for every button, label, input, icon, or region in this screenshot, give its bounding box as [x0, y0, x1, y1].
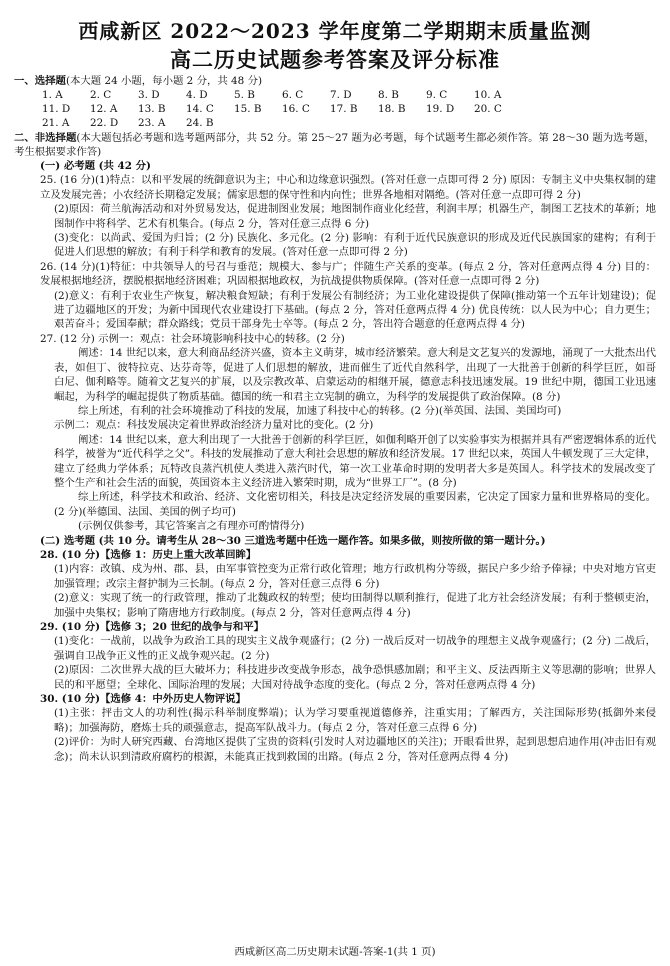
choice-answer: 1. A — [42, 89, 63, 101]
section-nonchoice-note: (本大题包括必考题和选考题两部分，共 52 分。第 25～27 题为必考题，每个试题考生都必须作答。第 28～30 题为选考题，考生根据要求作答) — [14, 132, 655, 158]
choice-answer: 8. B — [378, 89, 399, 101]
choice-answer: 21. A — [42, 117, 70, 129]
q30-part1: (1)主张：抨击文人的功利性(揭示科举制度弊端)；认为学习要重视道德修养，注重实用；了解西方，关注国际形势(抵御外来侵略)；加强海防，磨炼士兵的顽强意志，提高军队战斗力。(每点 2 分，答对任意三点得 6 分) — [54, 707, 656, 734]
q26-part2: (2)意义：有利于农业生产恢复，解决粮食短缺；有利于发展公有制经济；为工业化建设提供了保障(推动第一个五年计划建设)；促进了边疆地区的开发；为新中国现代农业建设打下基础。(每点 2 分，答对任意两点得 4 分) 优良传统：以人民为中心；自力更生；艰苦奋斗；爱国奉献；群众路线；党员干部身先士卒等。(每点 2 分，答出符合题意的任意两点得 4 分) — [54, 289, 656, 331]
q28-part2: (2)意义：实现了统一的行政管理，推动了北魏政权的转型；使均田制得以顺利推行，促进了北方社会经济发展；有利于整顿吏治，加强中央集权；影响了隋唐地方行政制度。(每点 2 分，答对任意两点得 4 分) — [54, 592, 656, 619]
q27-example1-body: 阐述：14 世纪以来，意大利商品经济兴盛，资本主义萌芽，城市经济繁荣。意大利是文艺复兴的发源地，涌现了一大批杰出代表，如但丁、彼特拉克、达芬奇等，促进了人们思想的解放，进而催生了近代自然科学，出现了一大批善于创新的科学巨匠，如哥白尼、伽利略等。随着文艺复兴的扩展，以及宗教改革、启蒙运动的相继开展，德意志科技迅速发展。19 世纪中期，德国工业迅速崛起，为科学的崛起提供了物质基础。德国的统一和君主立宪制的确立，为科学的发展提供了政治保障。(8 分) — [54, 347, 656, 403]
q27-note: (示例仅供参考，其它答案言之有理亦可酌情得分) — [78, 520, 305, 533]
required-heading: (一) 必考题 (共 42 分) — [40, 160, 151, 172]
choice-answer: 7. D — [330, 89, 352, 101]
q26-part1: 26. (14 分)(1)特征：中共领导人的号召与垂范；规模大、参与广；伴随生产关系的变革。(每点 2 分，答对任意两点得 4 分) 目的：发展根据地经济，摆脱根据地经济困难；巩固根据地政权，为抗战提供物质保障。(答对任意一点即可得 2 分) — [40, 260, 656, 288]
choice-answer: 5. B — [234, 89, 255, 101]
choice-answer: 17. B — [330, 103, 358, 115]
choice-answer: 20. C — [474, 103, 502, 115]
q27-example2-heading: 示例二：观点：科技发展决定着世界政治经济力量对比的变化。(2 分) — [54, 419, 374, 432]
q27-example2-summary: 综上所述，科学技术和政治、经济、文化密切相关，科技是决定经济发展的重要因素，它决定了国家力量和世界格局的变化。(2 分)(举德国、法国、美国的例子均可) — [54, 491, 656, 518]
section-choice-heading — [14, 74, 656, 88]
choice-answer: 14. C — [186, 103, 214, 115]
q25-part3: (3)变化：以尚武、爱国为归旨；(2 分) 民族化、多元化。(2 分) 影响：有利于近代民族意识的形成及近代民族国家的建构；有利于促进人们思想的解放；有利于科学和教育的发展。(答对任意一点即可得 2 分) — [54, 232, 656, 259]
choice-answer: 2. C — [90, 89, 112, 101]
q29-heading: 29. (10 分)【选修 3；20 世纪的战争与和平】 — [40, 621, 264, 633]
choice-answer: 9. C — [426, 89, 448, 101]
q28-heading: 28. (10 分)【选修 1：历史上重大改革回眸】 — [40, 548, 257, 561]
choice-answer: 15. B — [234, 103, 262, 115]
q27-example2-body: 阐述：14 世纪以来，意大利出现了一大批善于创新的科学巨匠，如伽利略开创了以实验事实为根据并具有严密逻辑体系的近代科学，被誉为“近代科学之父”。科技的发展推动了意大利社会思想的解放和经济发展。17 世纪以来，英国人牛顿发现了三大定律，建立了经典力学体系；瓦特改良蒸汽机使人类进入蒸汽时代，第一次工业革命时期的发明者大多是英国人。科学技术的发展改变了整个生产和社会生活的面貌，英国资本主义经济进入繁荣时期，成为“世界工厂”。(8 分) — [54, 433, 656, 489]
choice-answer: 4. D — [186, 89, 208, 101]
choice-answer: 3. D — [138, 89, 160, 101]
choice-answer: 13. B — [138, 103, 166, 115]
choice-answer: 16. C — [282, 103, 310, 115]
choice-answer: 12. A — [90, 103, 118, 115]
page-subtitle: 高二历史试题参考答案及评分标准 — [170, 47, 500, 72]
section-choice-note: (本大题 24 小题，每小题 2 分，共 48 分) — [65, 75, 263, 87]
choice-answer: 11. D — [42, 103, 71, 115]
section-nonchoice-title: 二、非选择题 — [14, 132, 77, 144]
choice-answer: 18. B — [378, 103, 406, 115]
choice-answers-grid — [14, 88, 656, 130]
choice-answer: 22. D — [90, 117, 119, 129]
q28-part1: (1)内容：改镇、戍为州、郡、县，由军事管控变为正常行政化管理；地方行政机构分等级，据民户多少给予俸禄；中央对地方官吏加强管理；改宗主督护制为三长制。(每点 2 分，答对任意三点得 6 分) — [54, 563, 656, 590]
page-footer: 西咸新区高二历史期末试题-答案-1(共 1 页) — [234, 946, 436, 958]
q27-example1-summary: 综上所述，有利的社会环境推动了科技的发展，加速了科技中心的转移。(2 分)(举英国、法国、美国均可) — [78, 404, 562, 417]
q29-part1: (1)变化：一战前，以战争为政治工具的现实主义战争观盛行；(2 分) 一战后反对一切战争的理想主义战争观盛行；(2 分) 二战后，强调自卫战争正义性的正义战争观兴起。(2 分) — [54, 635, 656, 662]
q25-part2: (2)原因：荷兰航海活动和对外贸易发达，促进制图业发展；地图制作商业化经营，利润丰厚；机器生产，制图工艺技术的革新；地图制作中将科学、艺术有机集合。(每点 2 分，答对任意三点得 6 分) — [54, 203, 656, 230]
q30-part2: (2)评价：为时人研究西藏、台湾地区提供了宝贵的资料(引发时人对边疆地区的关注)；开眼看世界，起到思想启迪作用(冲击旧有观念)；尚未认识到清政府腐朽的根源，未能真正找到救国的出路。(每点 2 分，答对任意两点得 4 分) — [54, 736, 656, 763]
q29-part2: (2)原因：二次世界大战的巨大破坏力；科技进步改变战争形态，战争恐惧感加剧；和平主义、反法西斯主义等思潮的影响；世界人民的和平愿望；全球化、国际治理的发展；大国对待战争态度的变化。(每点 2 分，答对任意两点得 4 分) — [54, 664, 656, 691]
choice-answer: 19. D — [426, 103, 455, 115]
section-nonchoice-heading — [14, 131, 656, 159]
choice-answer: 6. C — [282, 89, 304, 101]
q30-heading: 30. (10 分)【选修 4：中外历史人物评说】 — [40, 693, 246, 706]
optional-heading: (二) 选考题 (共 10 分。请考生从 28～30 三道选考题中任选一题作答。如果多做，则按所做的第一题计分。) — [40, 534, 546, 547]
q25-part1: 25. (16 分)(1)特点：以和平发展的统御意识为主；中心和边缘意识强烈。(答对任意一点即可得 2 分) 原因：专制主义中央集权制的建立及发展完善；小农经济长期稳定发展；儒家思想的保守性和内向性；世界各地相对隔绝。(答对任意一点即可得 2 分) — [40, 174, 656, 201]
q27-heading: 27. (12 分) 示例一：观点：社会环境影响科技中心的转移。(2 分) — [40, 332, 345, 345]
page-title: 西咸新区 2022～2023 学年度第二学期期末质量监测 — [78, 19, 592, 43]
choice-answer: 10. A — [474, 89, 502, 101]
section-choice-title: 一、选择题 — [14, 75, 66, 87]
choice-answer: 23. A — [138, 117, 166, 129]
choice-answer: 24. B — [186, 117, 214, 129]
